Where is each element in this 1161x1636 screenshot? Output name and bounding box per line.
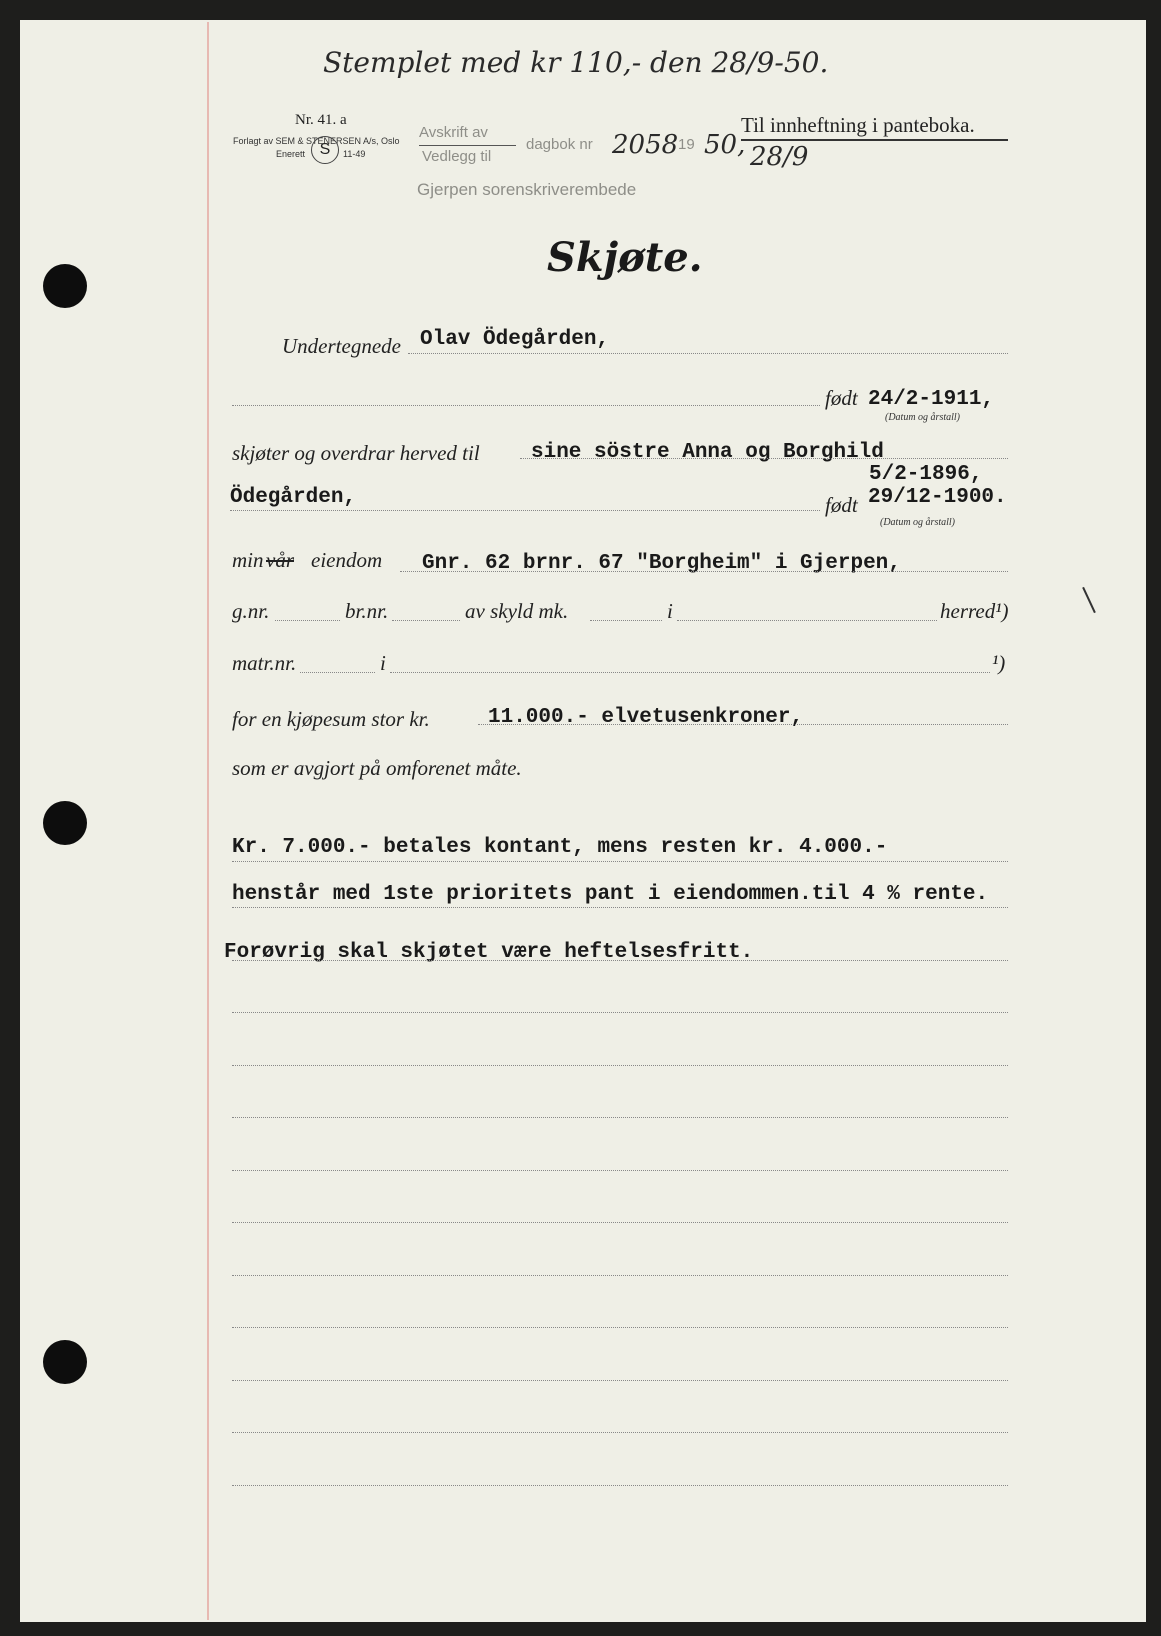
form-rule — [677, 620, 937, 621]
datum-caption: (Datum og årstall) — [885, 412, 960, 423]
i-label: i — [667, 599, 673, 623]
matrnr-label: matr.nr. — [232, 651, 297, 675]
stamp-office: Gjerpen sorenskriverembede — [417, 180, 637, 199]
eiendom-label: eiendom — [311, 548, 383, 572]
publisher-line: Forlagt av SEM & STENERSEN A/s, Oslo — [233, 136, 400, 146]
blank-line — [232, 1327, 1008, 1328]
undertegnede-label: Undertegnede — [282, 334, 401, 358]
min-struck: vår — [266, 548, 294, 572]
form-rule — [232, 907, 1008, 908]
punch-hole — [43, 801, 87, 845]
blank-line — [232, 1170, 1008, 1171]
seller-name: Olav Ödegården, — [420, 328, 610, 351]
blank-line — [232, 1275, 1008, 1276]
margin-line — [207, 22, 209, 1620]
blank-line — [232, 1432, 1008, 1433]
form-rule — [400, 571, 1008, 572]
price: 11.000.- elvetusenkroner, — [488, 706, 804, 729]
form-rule — [232, 405, 820, 406]
stamp-avskrift: Avskrift av — [419, 124, 488, 141]
punch-hole — [43, 264, 87, 308]
dagbok-number: 2058 — [612, 130, 679, 160]
blank-line — [232, 1380, 1008, 1381]
top-right-underline — [741, 139, 1008, 141]
handwritten-header: Stemplet med kr 110,- den 28/9-50. — [323, 46, 829, 79]
top-right-label: Til innheftning i panteboka. — [741, 113, 975, 137]
buyer-birth2: 29/12-1900. — [868, 486, 1007, 509]
fodt-label-2: født — [825, 493, 858, 517]
body-line1: Kr. 7.000.- betales kontant, mens resten kr. 4.000.- — [232, 836, 888, 859]
dagbok-label: dagbok nr — [526, 136, 593, 153]
blank-line — [232, 1065, 1008, 1066]
i-label-2: i — [380, 651, 386, 675]
blank-line — [232, 1117, 1008, 1118]
form-number: Nr. 41. a — [295, 112, 347, 128]
fodt-label: født — [825, 386, 858, 410]
punch-hole — [43, 1340, 87, 1384]
datum-caption-2: (Datum og årstall) — [880, 517, 955, 528]
form-rule — [390, 672, 990, 673]
stamp-vedlegg: Vedlegg til — [422, 148, 492, 165]
gnr-label: g.nr. — [232, 599, 270, 623]
buyers-line1: sine söstre Anna og Borghild — [531, 441, 884, 464]
omforenet-text: som er avgjort på omforenet måte. — [232, 756, 522, 780]
form-rule — [408, 353, 1008, 354]
body-line2: henstår med 1ste prioritets pant i eiendommen.til 4 % rente. — [232, 883, 989, 906]
form-rule — [478, 724, 1008, 725]
skyld-label: av skyld mk. — [465, 599, 569, 623]
form-rule — [392, 620, 460, 621]
year-suffix: 50, — [704, 130, 746, 160]
kjopesum-label: for en kjøpesum stor kr. — [232, 707, 430, 731]
buyers-line2: Ödegården, — [230, 486, 357, 509]
body-line3: Forøvrig skal skjøtet være heftelsesfritt. — [224, 941, 754, 964]
form-rule — [232, 861, 1008, 862]
year-prefix: 19 — [678, 136, 695, 153]
form-rule — [520, 458, 1008, 459]
form-rule — [275, 620, 340, 621]
enerett-label: Enerett — [276, 149, 306, 159]
herred-label: herred¹) — [940, 599, 1009, 623]
property-desc: Gnr. 62 brnr. 67 "Borgheim" i Gjerpen, — [422, 552, 901, 575]
form-rule — [300, 672, 375, 673]
dagbok-date: 28/9 — [750, 142, 809, 172]
publisher-seal: S — [311, 136, 339, 164]
footnote-mark: ¹) — [992, 651, 1006, 675]
document-title: Skjøte. — [547, 234, 703, 281]
seller-birth: 24/2-1911, — [868, 388, 995, 411]
blank-line — [232, 1222, 1008, 1223]
blank-line — [232, 1012, 1008, 1013]
form-rule — [230, 510, 820, 511]
blank-line — [232, 1485, 1008, 1486]
stamp-underline — [419, 145, 516, 146]
buyer-birth1: 5/2-1896, — [869, 463, 983, 486]
skjoter-label: skjøter og overdrar herved til — [232, 441, 480, 465]
min-prefix: min — [232, 548, 264, 572]
form-rule — [590, 620, 662, 621]
brnr-label: br.nr. — [345, 599, 389, 623]
form-rule — [232, 960, 1008, 961]
form-date: 11-49 — [343, 149, 366, 159]
